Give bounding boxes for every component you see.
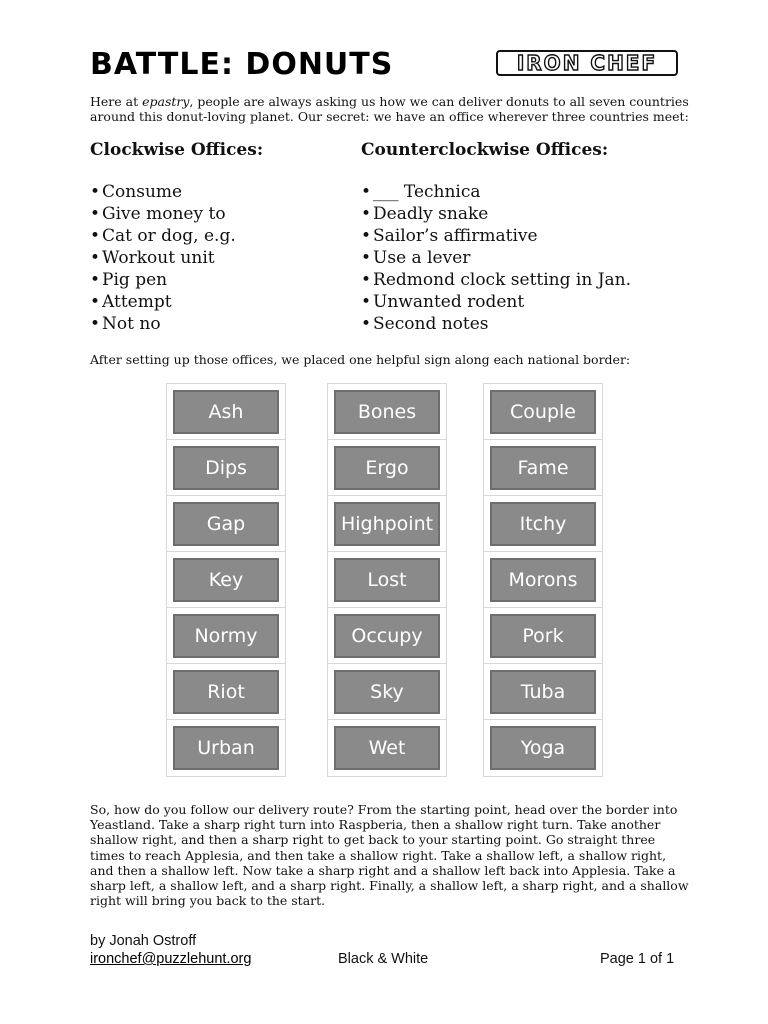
sign: Ash	[173, 390, 279, 434]
print-mode: Black & White	[338, 951, 429, 967]
sign: Wet	[334, 726, 440, 770]
sign: Urban	[173, 726, 279, 770]
clockwise-list	[90, 181, 263, 335]
sign-cell	[328, 496, 446, 552]
route-paragraph: So, how do you follow our delivery route? From the starting point, head over the border into Yeastland. Take a sharp right turn into Raspberia, then a shallow right turn. Take another shallow right, and then a sharp right to get back to your starting point. Go straight three times to reach Applesia, and then take a shallow right. Take a shallow left, a shallow right, and then a shallow left. Now take a sharp right and a shallow left back into Applesia. Take a sharp left, a shallow left, and a sharp right. Finally, a shallow left, a sharp right, and a shallow right will bring you back to the start.	[90, 802, 689, 909]
sign-column-3	[483, 383, 603, 777]
list-item: • Sailor’s affirmative	[361, 226, 538, 246]
sign-cell	[328, 552, 446, 608]
sign: Pork	[490, 614, 596, 658]
sign-cell	[167, 496, 285, 552]
email-link[interactable]: ironchef@puzzlehunt.org	[90, 951, 252, 967]
sign: Riot	[173, 670, 279, 714]
iron-chef-logo: IRON CHEF	[496, 50, 678, 76]
sign-cell	[484, 720, 602, 776]
sign-cell	[328, 720, 446, 776]
page-number: Page 1 of 1	[600, 951, 675, 967]
counterclockwise-heading: Counterclockwise Offices:	[361, 140, 609, 160]
sign-cell	[484, 496, 602, 552]
sign-cell	[484, 440, 602, 496]
sign: Normy	[173, 614, 279, 658]
sign: Tuba	[490, 670, 596, 714]
list-item: • Attempt	[90, 292, 172, 312]
list-item: • Unwanted rodent	[361, 292, 525, 312]
clockwise-offices	[90, 140, 263, 335]
sign-cell	[484, 608, 602, 664]
list-item: • Give money to	[90, 204, 226, 224]
sign: Itchy	[490, 502, 596, 546]
sign-cell	[328, 384, 446, 440]
intro-text-start: Here at	[90, 94, 143, 109]
intro-emphasis: epastry	[142, 94, 190, 109]
sign-cell	[167, 608, 285, 664]
sign-cell	[167, 720, 285, 776]
sign: Lost	[334, 558, 440, 602]
clockwise-heading: Clockwise Offices:	[90, 140, 264, 160]
counterclockwise-offices	[361, 140, 631, 335]
sign-cell	[167, 384, 285, 440]
sign-cell	[484, 384, 602, 440]
list-item: • Deadly snake	[361, 204, 489, 224]
sign: Yoga	[490, 726, 596, 770]
page-title: BATTLE: DONUTS	[90, 47, 394, 82]
sign-cell	[167, 440, 285, 496]
list-item: • Use a lever	[361, 248, 471, 268]
sign: Sky	[334, 670, 440, 714]
list-item: • Second notes	[361, 314, 489, 334]
sign-cell	[328, 440, 446, 496]
sign: Dips	[173, 446, 279, 490]
sign: Highpoint	[334, 502, 440, 546]
intro-paragraph	[90, 94, 690, 124]
author: by Jonah Ostroff	[90, 933, 197, 949]
sign-column-1	[166, 383, 286, 777]
list-item: • Pig pen	[90, 270, 168, 290]
counterclockwise-list	[361, 181, 631, 335]
sign-cell	[167, 552, 285, 608]
signs-intro: After setting up those offices, we placed one helpful sign along each national border:	[90, 352, 631, 367]
list-item: • Consume	[90, 182, 183, 202]
sign: Occupy	[334, 614, 440, 658]
sign-cell	[167, 664, 285, 720]
sign: Key	[173, 558, 279, 602]
footer-author-block	[90, 932, 251, 968]
sign: Bones	[334, 390, 440, 434]
list-item: • Cat or dog, e.g.	[90, 226, 236, 246]
sign: Morons	[490, 558, 596, 602]
sign-cell	[484, 552, 602, 608]
list-item: • ___ Technica	[361, 182, 481, 202]
list-item: • Workout unit	[90, 248, 215, 268]
sign-column-2	[327, 383, 447, 777]
sign-cell	[484, 664, 602, 720]
intro-text-end: , people are always asking us how we can deliver donuts to all seven countries around this donut-loving planet. Our secret: we have an office wherever three countries meet:	[90, 94, 689, 124]
list-item: • Not no	[90, 314, 161, 334]
sign-cell	[328, 664, 446, 720]
sign: Gap	[173, 502, 279, 546]
sign: Ergo	[334, 446, 440, 490]
sign-cell	[328, 608, 446, 664]
list-item: • Redmond clock setting in Jan.	[361, 270, 631, 290]
sign: Couple	[490, 390, 596, 434]
sign: Fame	[490, 446, 596, 490]
